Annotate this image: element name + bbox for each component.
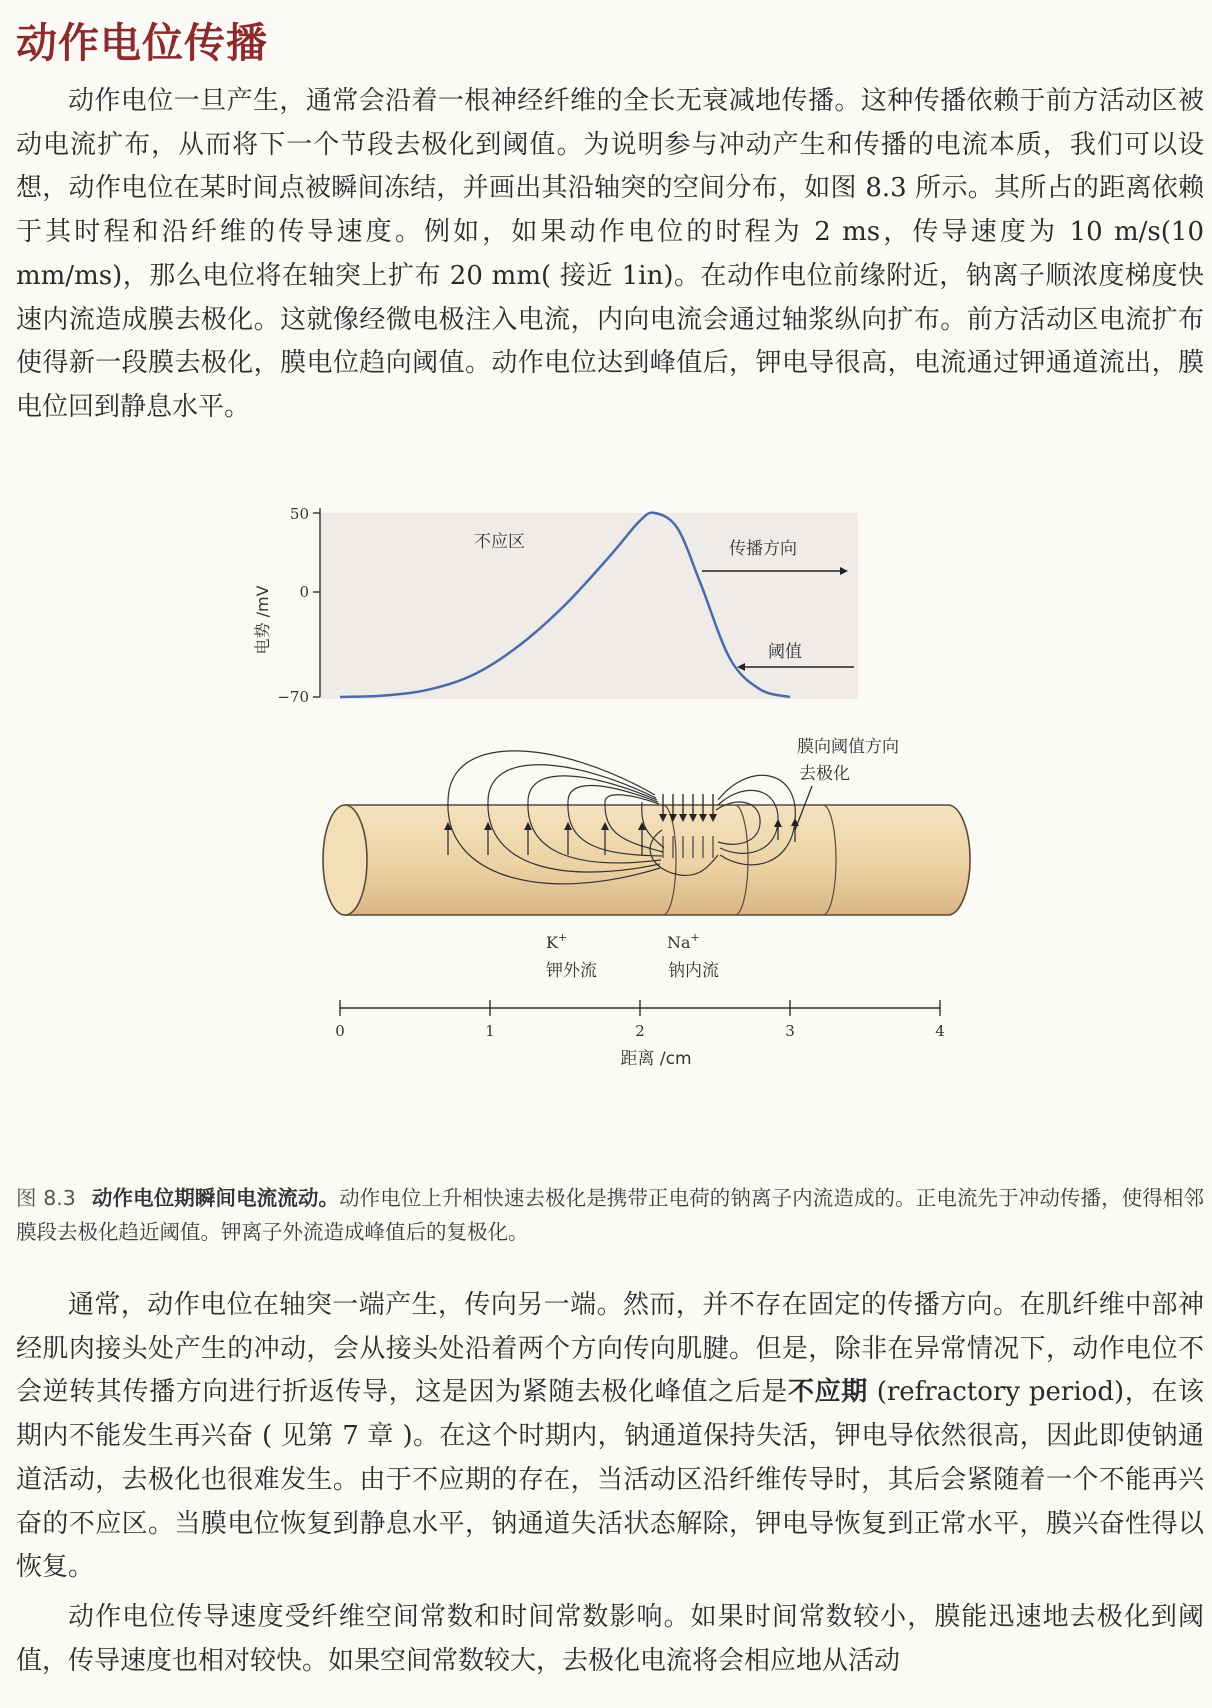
potassium-charge: + <box>557 931 568 944</box>
sodium-ion <box>667 931 700 952</box>
figure-number: 图 8.3 <box>16 1186 76 1210</box>
axon-end-face <box>323 805 367 915</box>
term-refractory-period: 不应期 <box>787 1377 868 1408</box>
y-tick-label-m70: −70 <box>277 688 309 706</box>
figure-title: 动作电位期瞬间电流流动。 <box>91 1186 340 1210</box>
x-tick-label-4: 4 <box>935 1022 945 1040</box>
potassium-ion <box>546 931 567 952</box>
paragraph-2 <box>16 1284 1204 1590</box>
paragraph-1 <box>16 80 1204 430</box>
y-axis-label: 电势 /mV <box>253 585 272 655</box>
threshold-label: 阈值 <box>768 642 802 662</box>
figure-svg <box>0 505 1212 1170</box>
x-tick-label-2: 2 <box>635 1022 645 1040</box>
paragraph-1-text: 动作电位一旦产生，通常会沿着一根神经纤维的全长无衰减地传播。这种传播依赖于前方活动区被动电流扩布，从而将下一个节段去极化到阈值。为说明参与冲动产生和传播的电流本质，我们可以设想，动作电位在某时间点被瞬间冻结，并画出其沿轴突的空间分布，如图 8.3 所示。其所占的距离依赖于其时程和沿纤维的传导速度。例如，如果动作电位的时程为 2 ms，传导速度为 10 m/s(10 mm/ms)，那么电位将在轴突上扩布 20 mm( 接近 1in)。在动作电位前缘附近，钠离子顺浓度梯度快速内流造成膜去极化。这就像经微电极注入电流，内向电流会通过轴浆纵向扩布。前方活动区电流扩布使得新一段膜去极化，膜电位趋向阈值。动作电位达到峰值后，钾电导很高，电流通过钾通道流出，膜电位回到静息水平。 <box>16 86 1204 422</box>
paragraph-3 <box>16 1596 1204 1683</box>
y-tick-label-50: 50 <box>289 505 309 523</box>
paragraph-2-text <box>16 1284 1204 1590</box>
caption-text: 动作电位上升相快速去极化是携带正电荷的钠离子内流造成的。正电流先于冲动传播，使得相邻膜段去极化趋近阈值。钾离子外流造成峰值后的复极化。 <box>16 1186 1204 1244</box>
depolarize-label-2: 去极化 <box>799 764 850 784</box>
paragraph-2-part-2: (refractory period)，在该期内不能发生再兴奋 ( 见第 7 章 )。在这个时期内，钠通道保持失活，钾电导依然很高，因此即使钠通道活动，去极化也很难发生。由于不应期的存在，当活动区沿纤维传导时，其后会紧随着一个不能再兴奋的不应区。当膜电位恢复到静息水平，钠通道失活状态解除，钾电导恢复到正常水平，膜兴奋性得以恢复。 <box>16 1377 1204 1583</box>
potassium-symbol: K <box>546 933 558 952</box>
paragraph-2-part-1: 通常，动作电位在轴突一端产生，传向另一端。然而，并不存在固定的传播方向。在肌纤维中部神经肌肉接头处产生的冲动，会从接头处沿着两个方向传向肌腱。但是，除非在异常情况下，动作电位不会逆转其传播方向进行折返传导，这是因为紧随去极化峰值之后是 <box>16 1290 1204 1408</box>
refractory-label: 不应区 <box>474 532 525 552</box>
x-axis-label: 距离 /cm <box>620 1049 692 1069</box>
x-tick-label-0: 0 <box>335 1022 345 1040</box>
section-heading: 动作电位传播 <box>16 19 268 67</box>
figure-caption <box>16 1181 1204 1249</box>
paragraph-3-text: 动作电位传导速度受纤维空间常数和时间常数影响。如果时间常数较小，膜能迅速地去极化到阈值，传导速度也相对较快。如果空间常数较大，去极化电流将会相应地从活动 <box>16 1602 1204 1676</box>
x-tick-label-1: 1 <box>485 1022 495 1040</box>
potassium-outflow-label: 钾外流 <box>546 961 597 981</box>
direction-label: 传播方向 <box>729 539 797 559</box>
figure-8-3 <box>0 505 1212 1170</box>
y-tick-label-0: 0 <box>299 583 309 601</box>
x-tick-label-3: 3 <box>785 1022 795 1040</box>
sodium-symbol: Na <box>667 933 691 952</box>
sodium-inflow-label: 钠内流 <box>668 961 719 981</box>
depolarize-label-1: 膜向阈值方向 <box>797 737 899 757</box>
sodium-charge: + <box>690 931 700 944</box>
